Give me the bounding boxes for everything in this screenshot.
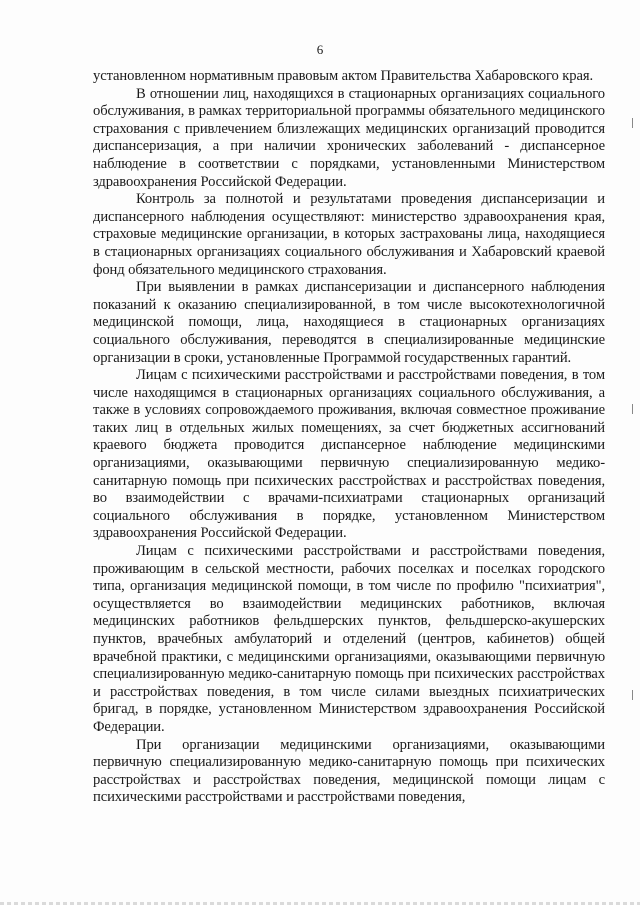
paragraph-continuation: установленном нормативным правовым актом Правительства Хабаровского края. [93, 68, 594, 84]
paragraph-specialized-care-transfer: При выявлении в рамках диспансеризации и диспансерного наблюдения показаний к оказанию специализированной, в том числе высокотехнологичной медицинской помощи, лица, находящиеся в стационарных организациях социального обслуживания, переводятся в специализированные медицинские организации в сроки, установленные Программой государственных гарантий. [93, 279, 605, 366]
page-number: 6 [316, 42, 324, 57]
paragraph-control: Контроль за полнотой и результатами проведения диспансеризации и диспансерного наблюдения осуществляют: министерство здравоохранения края, страховые медицинские организации, в которых застрахованы лица, находящиеся в стационарных организациях социального обслуживания и Хабаровский краевой фонд обязательного медицинского страхования. [93, 191, 605, 278]
paragraph-mental-disorders-observation: Лицам с психическими расстройствами и расстройствами поведения, в том числе находящимся в стационарных организациях социального обслуживания, а также в условиях сопровождаемого проживания, включая совместное проживание таких лиц в отдельных жилых помещениях, за счет бюджетных ассигнований краевого бюджета проводится диспансерное наблюдение медицинскими организациями, оказывающими первичную специализированную медико-санитарную помощь при психических расстройствах и расстройствах поведения, во взаимодействии с врачами-психиатрами стационарных организаций социального обслуживания в порядке, установленном Министерством здравоохранения Российской Федерации. [93, 367, 605, 542]
paragraph-organization-care: При организации медицинскими организациями, оказывающими первичную специализированную медико-санитарную помощь при психических расстройствах и расстройствах поведения, медицинской помощи лицам с психическими расстройствами и расстройствами поведения, [93, 736, 605, 806]
margin-mark-right-middle [632, 404, 633, 414]
margin-mark-right-lower [632, 690, 633, 700]
paragraph-dispensary-social-care: В отношении лиц, находящихся в стационарных организациях социального обслуживания, в рамках территориальной программы обязательного медицинского страхования с привлечением близлежащих медицинских организаций проводится диспансеризация, а при наличии хронических заболеваний - диспансерное наблюдение в соответствии с порядками, установленными Министерством здравоохранения Российской Федерации. [93, 85, 605, 190]
document-body [93, 68, 605, 807]
paragraph-rural-psychiatry: Лицам с психическими расстройствами и расстройствами поведения, проживающим в сельской местности, рабочих поселках и поселках городского типа, организация медицинской помощи, в том числе по профилю "психиатрия", осуществляется во взаимодействии медицинских работников, включая медицинских работников фельдшерских пунктов, фельдшерско-акушерских пунктов, врачебных амбулаторий и отделений (центров, кабинетов) общей врачебной практики, с медицинскими организациями, оказывающими первичную специализированную медико-санитарную помощь при психических расстройствах и расстройствах поведения, в том числе силами выездных психиатрических бригад, в порядке, установленном Министерством здравоохранения Российской Федерации. [93, 543, 605, 735]
margin-mark-right-upper [632, 118, 633, 128]
